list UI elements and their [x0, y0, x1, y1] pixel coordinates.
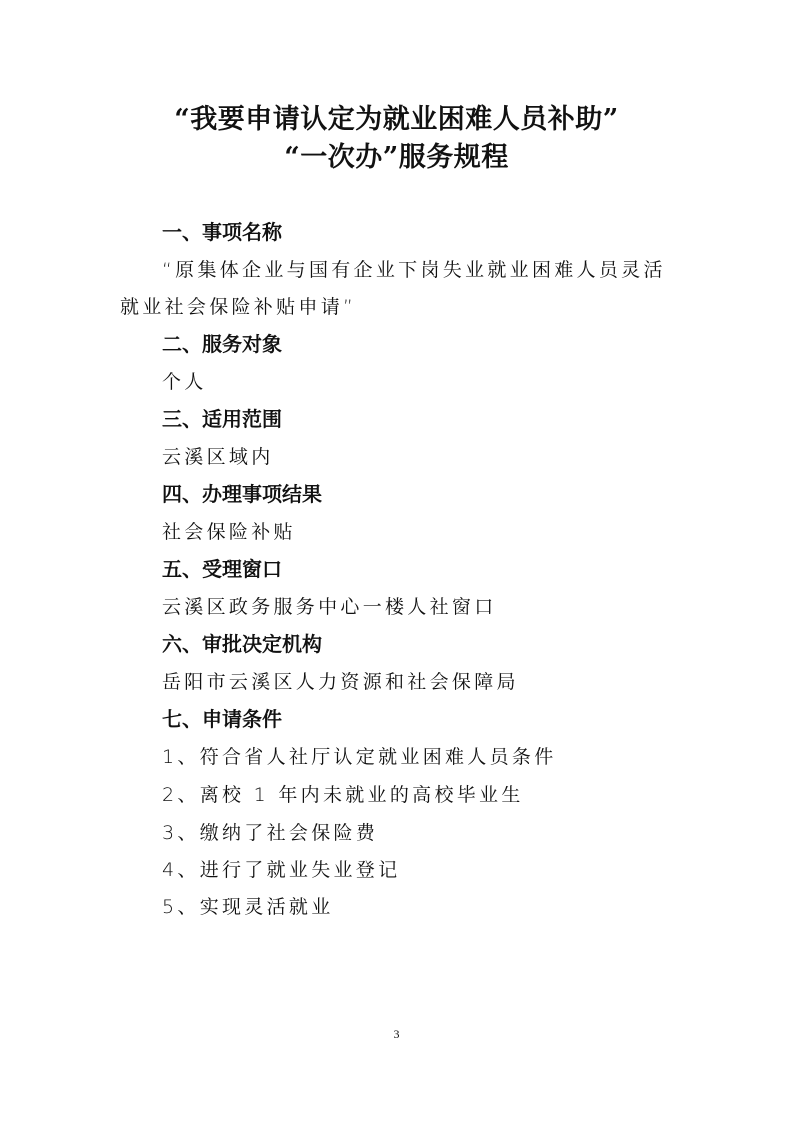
condition-item: 4、进行了就业失业登记	[162, 859, 401, 881]
service-target-text: 个人	[162, 371, 207, 393]
condition-item: 5、实现灵活就业	[162, 896, 334, 918]
section-heading-approval-authority: 六、审批决定机构	[162, 632, 322, 656]
section-heading-scope: 三、适用范围	[162, 407, 282, 431]
document-title-line-1: “我要申请认定为就业困难人员补助”	[174, 104, 619, 135]
window-text: 云溪区政务服务中心一楼人社窗口	[162, 596, 497, 618]
section-heading-window: 五、受理窗口	[162, 557, 282, 581]
page-number: 3	[393, 1027, 400, 1041]
scope-text: 云溪区域内	[162, 446, 274, 468]
section-heading-item-name: 一、事项名称	[162, 220, 282, 244]
result-text: 社会保险补贴	[162, 521, 296, 543]
document-title-line-2: “一次办”服务规程	[284, 142, 509, 173]
condition-item: 1、符合省人社厅认定就业困难人员条件	[162, 746, 557, 768]
condition-item: 2、离校 1 年内未就业的高校毕业生	[162, 784, 524, 806]
item-name-text-line-2: 就业社会保险补贴申请”	[120, 296, 357, 318]
condition-item: 3、缴纳了社会保险费	[162, 822, 379, 844]
item-name-text-line-1: “原集体企业与国有企业下岗失业就业困难人员灵活	[162, 259, 666, 281]
section-heading-service-target: 二、服务对象	[162, 332, 282, 356]
approval-authority-text: 岳阳市云溪区人力资源和社会保障局	[162, 671, 519, 693]
section-heading-result: 四、办理事项结果	[162, 482, 322, 506]
section-heading-conditions: 七、申请条件	[162, 707, 282, 731]
